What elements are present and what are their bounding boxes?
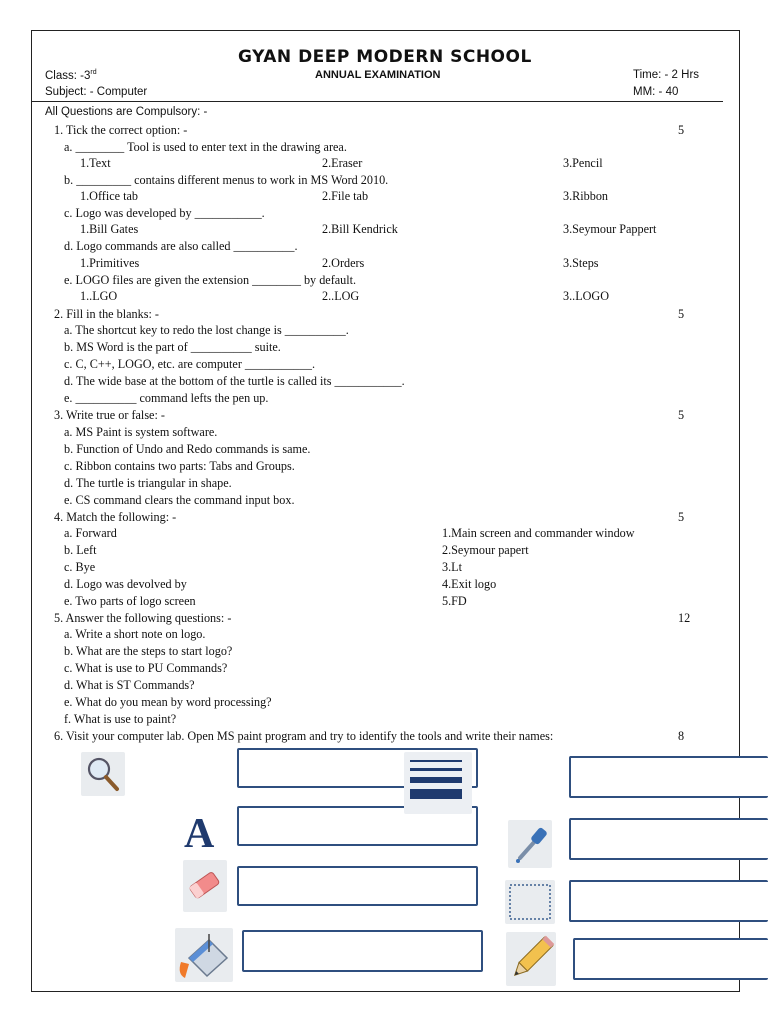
svg-text:A: A — [184, 811, 215, 854]
q5b: b. What are the steps to start logo? — [64, 644, 233, 658]
q4-title: 4. Match the following: - — [54, 510, 177, 524]
q4-right-1: 1.Main screen and commander window — [442, 526, 635, 540]
q5e: e. What do you mean by word processing? — [64, 695, 272, 709]
q2e: e. __________ command lefts the pen up. — [64, 391, 269, 405]
q2-title: 2. Fill in the blanks: - — [54, 307, 159, 321]
q1b-opt1: 1.Office tab — [80, 189, 138, 203]
exam-title: ANNUAL EXAMINATION — [315, 69, 441, 81]
q1a-stem: a. ________ Tool is used to enter text in the drawing area. — [64, 140, 347, 154]
max-marks-label: MM: - 40 — [633, 86, 679, 98]
q3d: d. The turtle is triangular in shape. — [64, 476, 232, 490]
q1c-opt3: 3.Seymour Pappert — [563, 222, 657, 236]
q1-marks: 5 — [678, 123, 685, 137]
magnifier-icon — [81, 752, 125, 796]
q3b: b. Function of Undo and Redo commands is same. — [64, 442, 311, 456]
q1-title: 1. Tick the correct option: - — [54, 123, 188, 137]
color-picker-icon — [508, 820, 552, 868]
header-divider — [31, 101, 723, 102]
q5d: d. What is ST Commands? — [64, 678, 195, 692]
q4-right-4: 4.Exit logo — [442, 577, 497, 591]
q1b-opt2: 2.File tab — [322, 189, 369, 203]
answer-box-4[interactable] — [242, 930, 483, 972]
fill-bucket-icon — [175, 928, 233, 982]
q1d-stem: d. Logo commands are also called __________. — [64, 239, 298, 253]
q4-marks: 5 — [678, 510, 685, 524]
answer-box-7[interactable] — [569, 880, 768, 922]
q5f: f. What is use to paint? — [64, 712, 177, 726]
q5-title: 5. Answer the following questions: - — [54, 611, 232, 625]
q1c-stem: c. Logo was developed by ___________. — [64, 206, 265, 220]
q1c-opt1: 1.Bill Gates — [80, 222, 139, 236]
q4-right-2: 2.Seymour papert — [442, 543, 529, 557]
q1d-opt3: 3.Steps — [563, 256, 599, 270]
q5c: c. What is use to PU Commands? — [64, 661, 228, 675]
school-name: GYAN DEEP MODERN SCHOOL — [238, 47, 532, 67]
q5a: a. Write a short note on logo. — [64, 627, 206, 641]
q4-left-a: a. Forward — [64, 526, 117, 540]
q2-marks: 5 — [678, 307, 685, 321]
line-size-icon — [404, 752, 472, 814]
select-icon — [505, 880, 555, 924]
time-label: Time: - 2 Hrs — [633, 69, 700, 81]
q6-title: 6. Visit your computer lab. Open MS paint program and try to identify the tools and write their names: — [54, 729, 554, 743]
q6-marks: 8 — [678, 729, 685, 743]
q4-right-3: 3.Lt — [442, 560, 462, 574]
q3a: a. MS Paint is system software. — [64, 425, 218, 439]
q3e: e. CS command clears the command input box. — [64, 493, 295, 507]
q1e-opt2: 2..LOG — [322, 289, 360, 303]
pencil-icon — [506, 932, 556, 986]
q2c: c. C, C++, LOGO, etc. are computer ___________. — [64, 357, 316, 371]
q1b-stem: b. _________ contains different menus to work in MS Word 2010. — [64, 173, 389, 187]
q5-marks: 12 — [678, 611, 691, 625]
q1d-opt1: 1.Primitives — [80, 256, 140, 270]
q4-left-d: d. Logo was devolved by — [64, 577, 187, 591]
q1a-opt1: 1.Text — [80, 156, 111, 170]
q1b-opt3: 3.Ribbon — [563, 189, 609, 203]
subject-label: Subject: - Computer — [45, 86, 148, 98]
q1e-opt3: 3..LOGO — [563, 289, 610, 303]
q2a: a. The shortcut key to redo the lost change is __________. — [64, 323, 349, 337]
q3-title: 3. Write true or false: - — [54, 408, 165, 422]
q1a-opt3: 3.Pencil — [563, 156, 603, 170]
q4-left-c: c. Bye — [64, 560, 96, 574]
answer-box-8[interactable] — [573, 938, 768, 980]
q3c: c. Ribbon contains two parts: Tabs and Groups. — [64, 459, 295, 473]
q4-right-5: 5.FD — [442, 594, 467, 608]
q1c-opt2: 2.Bill Kendrick — [322, 222, 398, 236]
q3-marks: 5 — [678, 408, 685, 422]
answer-box-5[interactable] — [569, 756, 768, 798]
q2b: b. MS Word is the part of __________ suite. — [64, 340, 281, 354]
q4-left-e: e. Two parts of logo screen — [64, 594, 196, 608]
answer-box-3[interactable] — [237, 866, 478, 906]
eraser-icon — [183, 860, 227, 912]
class-label: Class: -3rd — [45, 69, 97, 82]
text-tool-icon — [180, 808, 226, 854]
q1a-opt2: 2.Eraser — [322, 156, 363, 170]
q1e-opt1: 1..LGO — [80, 289, 118, 303]
q1d-opt2: 2.Orders — [322, 256, 365, 270]
q1e-stem: e. LOGO files are given the extension ________ by default. — [64, 273, 357, 287]
instructions: All Questions are Compulsory: - — [45, 106, 208, 118]
q2d: d. The wide base at the bottom of the turtle is called its ___________. — [64, 374, 405, 388]
q4-left-b: b. Left — [64, 543, 97, 557]
answer-box-6[interactable] — [569, 818, 768, 860]
